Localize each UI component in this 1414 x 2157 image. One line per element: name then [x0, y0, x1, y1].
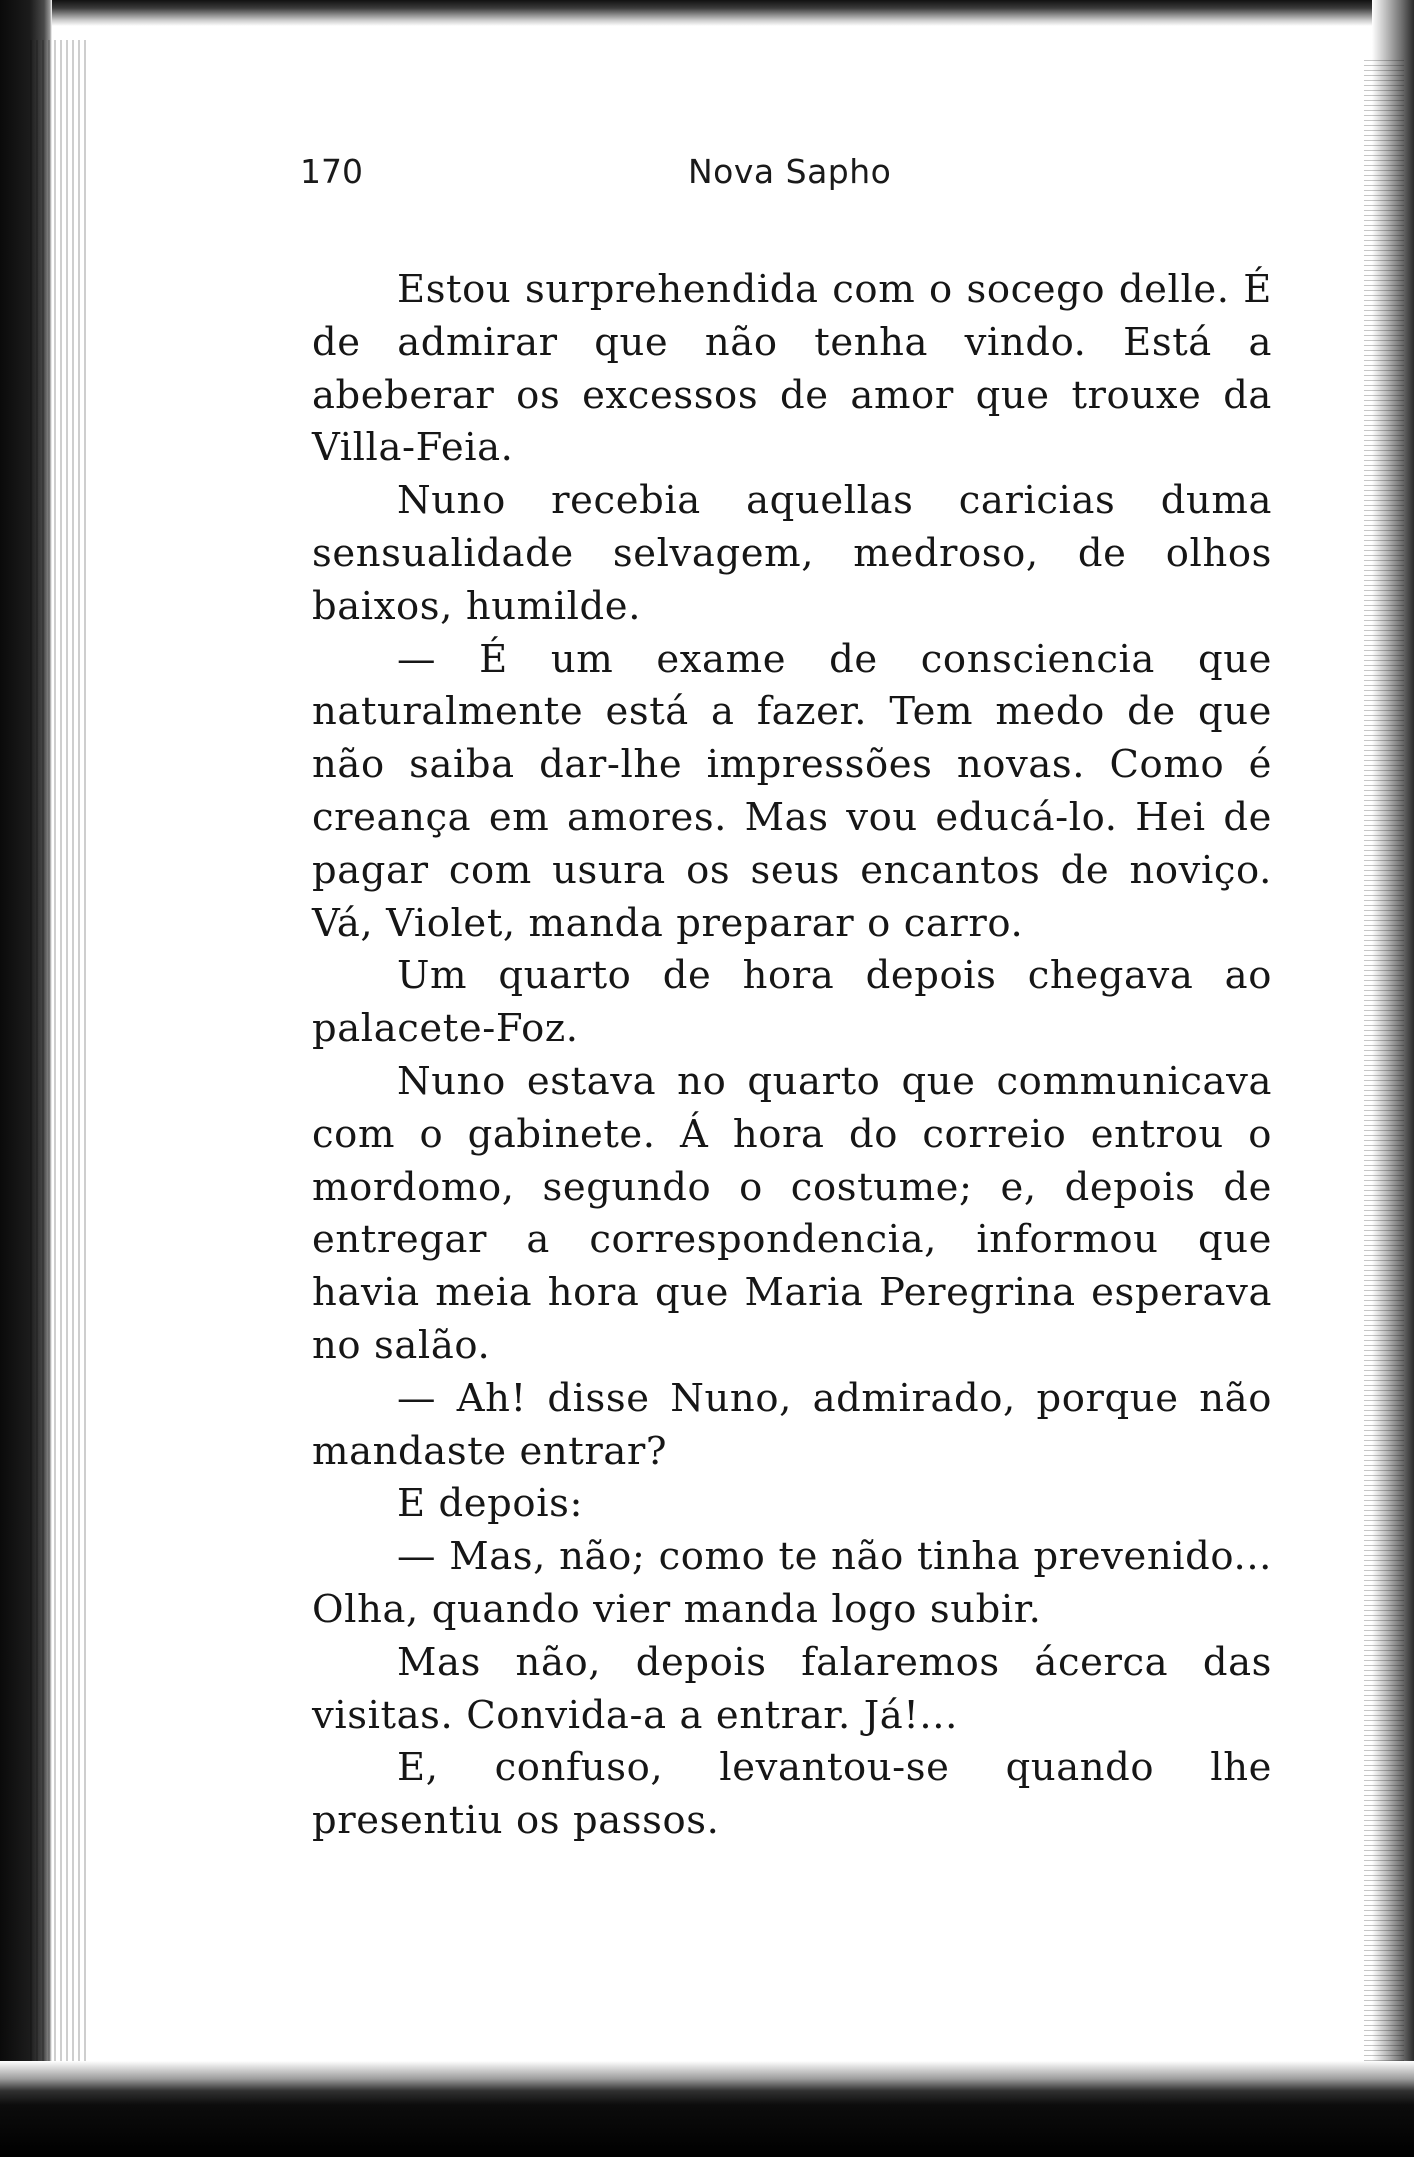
paragraph: — Ah! disse Nuno, admirado, porque não mandaste entrar? [312, 1375, 1272, 1474]
scan-border-top [0, 0, 1414, 26]
paragraph: Estou surprehendida com o socego delle. É de admirar que não tenha vindo. Está a abeberar os excessos de amor que trouxe da Villa-Feia. [312, 267, 1272, 471]
paragraph: Nuno estava no quarto que communicava com o gabinete. Á hora do correio entrou o mordomo, segundo o costume; e, depois de entregar a correspondencia, informou que havia meia hora que Maria Peregrina esperava no salão. [312, 1058, 1272, 1368]
scan-noise-right [1364, 60, 1404, 2080]
paragraph: Nuno recebia aquellas caricias duma sensualidade selvagem, medroso, de olhos baixos, humilde. [312, 478, 1272, 629]
page-number: 170 [300, 152, 363, 191]
paragraph: — É um exame de consciencia que naturalmente está a fazer. Tem medo de que não saiba dar-lhe impressões novas. Como é creança em amores. Mas vou educá-lo. Hei de pagar com usura os seus encantos de noviço. Vá, Violet, manda preparar o carro. [312, 636, 1272, 946]
paragraph: Mas não, depois falaremos ácerca das visitas. Convida-a a entrar. Já!... [312, 1639, 1272, 1738]
paragraph: — Mas, não; como te não tinha prevenido... Olha, quando vier manda logo subir. [312, 1534, 1272, 1632]
scan-noise-left [30, 40, 90, 2080]
body-text [312, 264, 1272, 1848]
paragraph: E depois: [397, 1481, 584, 1527]
scan-border-bottom [0, 2061, 1414, 2157]
paragraph: E, confuso, levantou-se quando lhe presentiu os passos. [312, 1745, 1272, 1844]
paragraph: Um quarto de hora depois chegava ao palacete-Foz. [312, 953, 1272, 1052]
running-title: Nova Sapho [688, 152, 892, 191]
page-header [300, 140, 1270, 200]
